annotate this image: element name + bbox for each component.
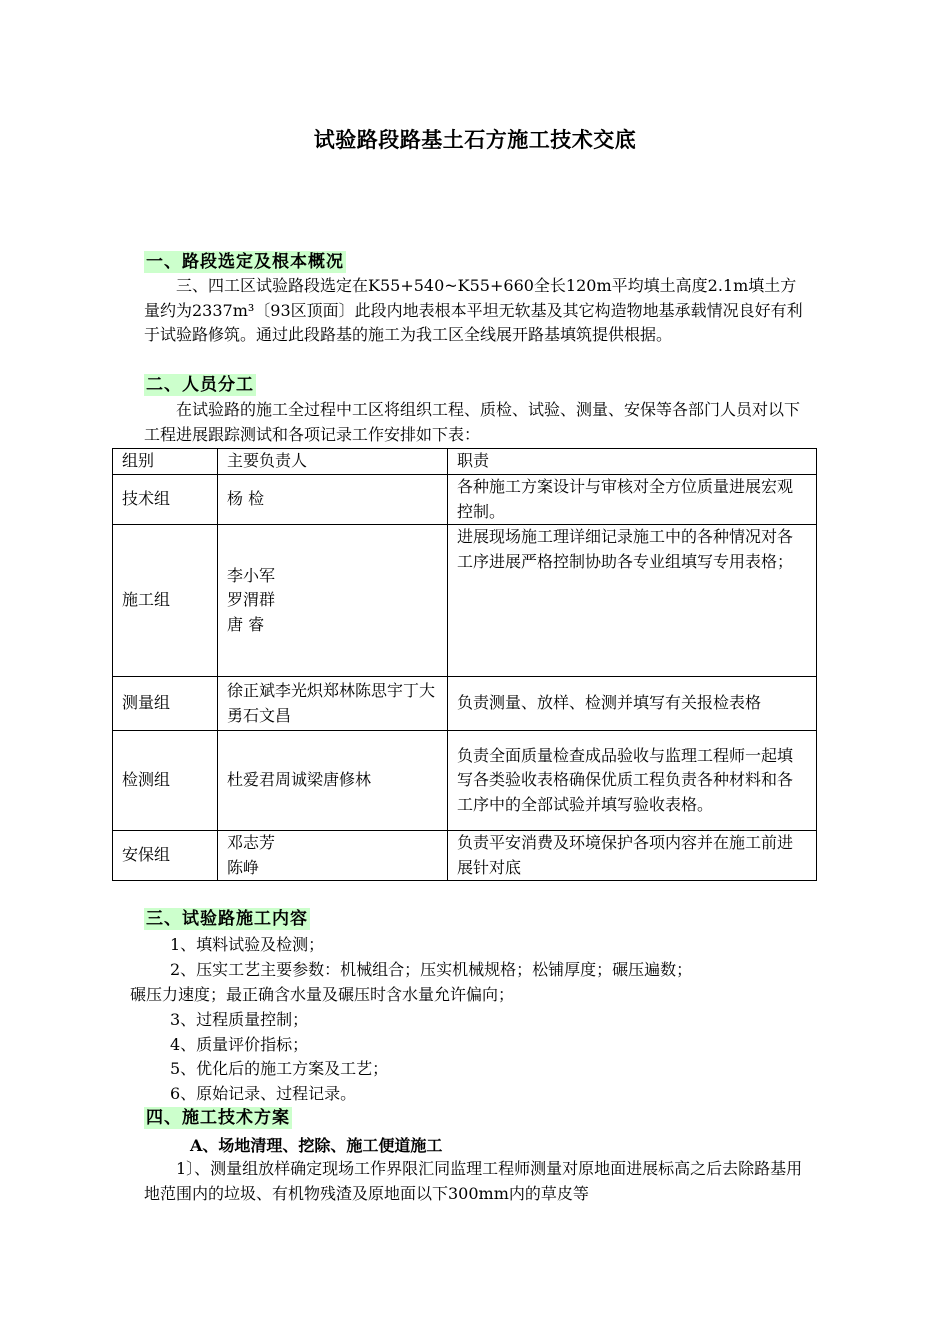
table-cell-group: 检测组 — [113, 731, 218, 831]
table-cell-people: 杜爱君周诚梁唐修林 — [218, 731, 448, 831]
table-cell-duty: 负责平安消费及环境保护各项内容并在施工前进展针对底 — [448, 831, 817, 881]
person-name: 邓志芳 — [227, 833, 276, 852]
list-item: 1、填料试验及检测； — [170, 935, 325, 954]
table-cell-group: 技术组 — [113, 475, 218, 525]
list-item: 2、压实工艺主要参数：机械组合；压实机械规格；松铺厚度；碾压遍数； — [170, 960, 693, 979]
list-item: 4、质量评价指标； — [170, 1035, 309, 1054]
table-header-group: 组别 — [113, 449, 218, 475]
table-cell-duty: 负责测量、放样、检测并填写有关报检表格 — [448, 677, 817, 731]
table-cell-group: 施工组 — [113, 525, 218, 677]
table-cell-group: 安保组 — [113, 831, 218, 881]
table-cell-people — [218, 831, 448, 881]
section4-heading: 四、施工技术方案 — [146, 1108, 290, 1128]
table-header-people: 主要负责人 — [218, 449, 448, 475]
section3-heading: 三、试验路施工内容 — [146, 909, 308, 929]
section2-intro: 在试验路的施工全过程中工区将组织工程、质检、试验、测量、安保等各部门人员对以下工程进展跟踪测试和各项记录工作安排如下表： — [144, 400, 801, 444]
section1-body: 三、四工区试验路段选定在K55+540~K55+660全长120m平均填土高度2.1m填土方量约为2337m³〔93区顶面〕此段内地表根本平坦无软基及其它构造物地基承载情况良好有利于试验路修筑。通过此段路基的施工为我工区全线展开路基填筑提供根据。 — [144, 276, 803, 344]
table-cell-people: 徐正斌李光炽郑林陈思宇丁大勇石文昌 — [218, 677, 448, 731]
table-row — [113, 731, 817, 831]
list-item: 5、优化后的施工方案及工艺； — [170, 1059, 389, 1078]
table-row — [113, 475, 817, 525]
person-name: 李小军 — [227, 565, 276, 585]
person-name: 罗渭群 — [227, 590, 276, 610]
table-header-duty: 职责 — [448, 449, 817, 475]
table-cell-people — [218, 525, 448, 677]
table-cell-duty: 各种施工方案设计与审核对全方位质量进展宏观控制。 — [448, 475, 817, 525]
section4-body: 1〕、测量组放样确定现场工作界限汇同监理工程师测量对原地面进展标高之后去除路基用地范围内的垃圾、有机物残渣及原地面以下300mm内的草皮等 — [144, 1159, 803, 1203]
table-header-row — [113, 449, 817, 475]
table-cell-duty: 负责全面质量检查成品验收与监理工程师一起填写各类验收表格确保优质工程负责各种材料和各工序中的全部试验并填写验收表格。 — [448, 731, 817, 831]
person-name: 唐 睿 — [227, 614, 265, 634]
list-item-continuation: 碾压力速度；最正确含水量及碾压时含水量允许偏向； — [130, 985, 515, 1004]
section2-heading: 二、人员分工 — [146, 375, 254, 395]
section1-heading: 一、路段选定及根本概况 — [146, 252, 344, 272]
list-item: 6、原始记录、过程记录。 — [170, 1084, 357, 1103]
person-name: 陈峥 — [227, 857, 260, 877]
list-item: 3、过程质量控制； — [170, 1010, 309, 1029]
table-row — [113, 677, 817, 731]
staff-table — [112, 448, 817, 881]
table-cell-duty: 进展现场施工理详细记录施工中的各种情况对各工序进展严格控制协助各专业组填写专用表格； — [448, 525, 817, 677]
section4-subheading: A、场地清理、挖除、施工便道施工 — [190, 1136, 443, 1155]
document-title: 试验路段路基土石方施工技术交底 — [313, 127, 637, 152]
table-row — [113, 525, 817, 677]
table-cell-people: 杨 检 — [218, 475, 448, 525]
table-row — [113, 831, 817, 881]
table-cell-group: 测量组 — [113, 677, 218, 731]
